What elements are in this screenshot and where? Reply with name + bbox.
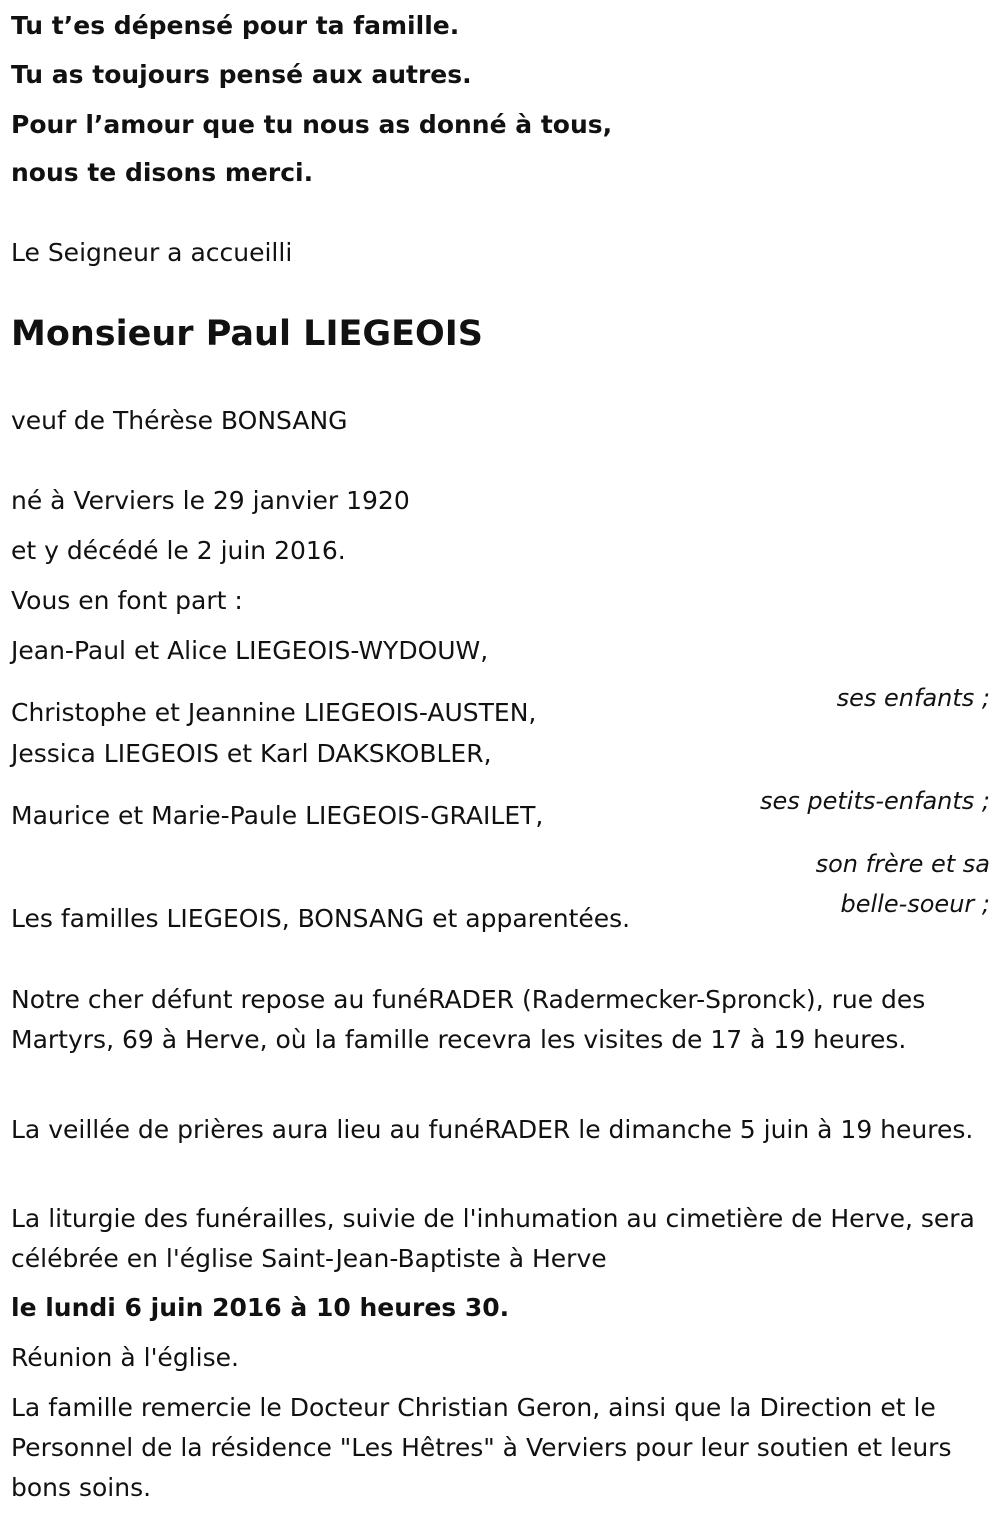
grandchildren-role: ses petits-enfants ; xyxy=(759,787,990,815)
rest-paragraph: Notre cher défunt repose au funéRADER (Radermecker-Spronck), rue des Martyrs, 69 à Herve, où la famille recevra les visites de 17 à 19 heures. xyxy=(11,985,926,1054)
deceased-name: Monsieur Paul LIEGEOIS xyxy=(11,314,484,354)
poem-line-4: nous te disons merci. xyxy=(11,158,314,187)
meeting-text: Réunion à l'église. xyxy=(11,1343,239,1372)
birth-info: né à Verviers le 29 janvier 1920 xyxy=(11,486,410,515)
funeral-date-time: le lundi 6 juin 2016 à 10 heures 30. xyxy=(11,1293,510,1322)
widower-of: veuf de Thérèse BONSANG xyxy=(11,406,348,435)
families-text: Les familles LIEGEOIS, BONSANG et apparentées. xyxy=(11,904,631,933)
liturgy-paragraph: La liturgie des funérailles, suivie de l'inhumation au cimetière de Herve, sera célébrée en l'église Saint-Jean-Baptiste à Herve xyxy=(11,1204,975,1273)
children-role: ses enfants ; xyxy=(836,684,990,712)
sibling-role-line-1: son frère et sa xyxy=(815,850,990,878)
children-names: Jean-Paul et Alice LIEGEOIS-WYDOUW, xyxy=(11,636,489,665)
sibling-role-line-2: belle-soeur ; xyxy=(840,890,990,918)
sibling-names: Maurice et Marie-Paule LIEGEOIS-GRAILET, xyxy=(11,801,544,830)
poem-line-1: Tu t’es dépensé pour ta famille. xyxy=(11,11,460,40)
intro-text: Le Seigneur a accueilli xyxy=(11,238,293,267)
poem-line-2: Tu as toujours pensé aux autres. xyxy=(11,60,472,89)
vigil-paragraph: La veillée de prières aura lieu au funéRADER le dimanche 5 juin à 19 heures. xyxy=(11,1115,974,1144)
grandchild-line-2: Jessica LIEGEOIS et Karl DAKSKOBLER, xyxy=(11,739,492,768)
grandchild-line-1: Christophe et Jeannine LIEGEOIS-AUSTEN, xyxy=(11,698,537,727)
poem-line-3: Pour l’amour que tu nous as donné à tous, xyxy=(11,110,613,139)
death-info: et y décédé le 2 juin 2016. xyxy=(11,536,346,565)
announce-text: Vous en font part : xyxy=(11,586,243,615)
thanks-paragraph: La famille remercie le Docteur Christian Geron, ainsi que la Direction et le Personnel de la résidence "Les Hêtres" à Verviers pour leur soutien et leurs bons soins. xyxy=(11,1393,952,1502)
